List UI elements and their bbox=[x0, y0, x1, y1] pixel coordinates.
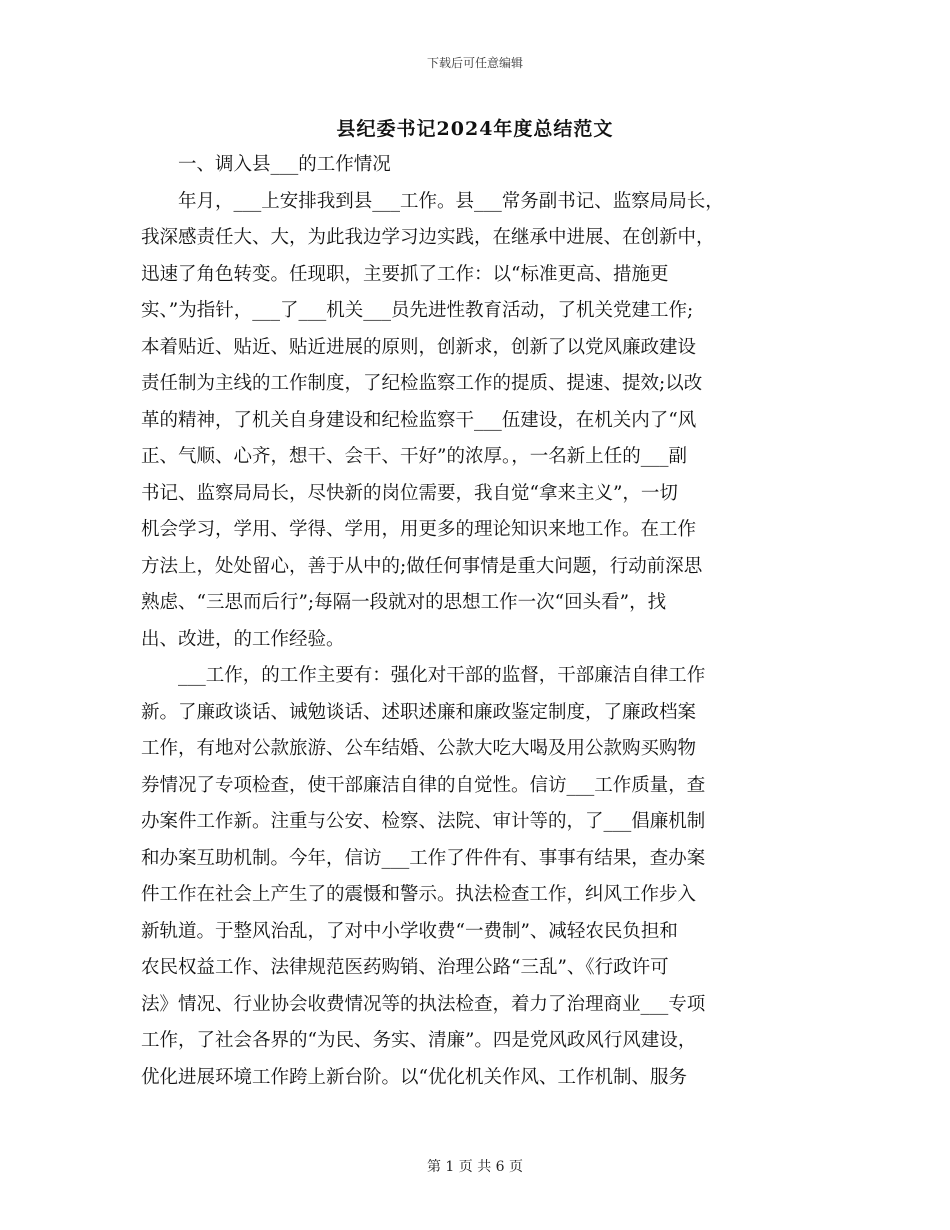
text-line: 件工作在社会上产生了的震慑和警示。执法检查工作，纠风工作步入 bbox=[141, 884, 697, 905]
text-line: 本着贴近、贴近、贴近进展的原则，创新求，创新了以党风廉政建设 bbox=[141, 336, 697, 358]
text-line: 实、”为指针，___了___机关___员先进性教育活动，了机关党建工作; bbox=[141, 300, 694, 321]
text-line: 工作，了社会各界的“为民、务实、清廉”。四是党风政风行风建设， bbox=[141, 1030, 697, 1051]
text-line: 一、调入县___的工作情况 bbox=[141, 154, 391, 175]
document-title: 县纪委书记2024年度总结范文 bbox=[336, 118, 614, 140]
text-line: 责任制为主线的工作制度，了纪检监察工作的提质、提速、提效;以改 bbox=[141, 373, 703, 394]
text-line: 农民权益工作、法律规范医药购销、治理公路“三乱”、《行政许可 bbox=[141, 957, 669, 978]
document-body bbox=[141, 147, 809, 1096]
text-line: 书记、监察局局长，尽快新的岗位需要，我自觉“拿来主义”，一切 bbox=[141, 482, 678, 504]
header-note: 下载后可任意编辑 bbox=[426, 56, 523, 70]
text-line: ___工作，的工作主要有：强化对干部的监督，干部廉洁自律工作 bbox=[141, 665, 706, 686]
text-line: 正、气顺、心齐，想干、会干、干好”的浓厚。，一名新上任的___副 bbox=[141, 446, 687, 467]
text-line: 出、改进，的工作经验。 bbox=[141, 628, 345, 650]
page-number: 第 1 页 共 6 页 bbox=[426, 1159, 524, 1175]
text-line: 机会学习，学用、学得、学用，用更多的理论知识来地工作。在工作 bbox=[141, 519, 697, 540]
text-line: 革的精神，了机关自身建设和纪检监察干___伍建设，在机关内了“风 bbox=[141, 409, 697, 431]
text-line: 方法上，处处留心，善于从中的;做任何事情是重大问题，行动前深思 bbox=[141, 555, 703, 577]
text-line: 新轨道。于整风治乱，了对中小学收费“一费制”、减轻农民负担和 bbox=[141, 920, 678, 942]
text-line: 我深感责任大、大，为此我边学习边实践，在继承中进展、在创新中， bbox=[141, 227, 715, 248]
text-line: 优化进展环境工作跨上新台阶。以“优化机关作风、工作机制、服务 bbox=[141, 1066, 687, 1088]
text-line: 和办案互助机制。今年，信访___工作了件件有、事事有结果，查办案 bbox=[141, 847, 706, 869]
text-line: 券情况了专项检查，使干部廉洁自律的自觉性。信访___工作质量，查 bbox=[141, 774, 706, 796]
text-line: 新。了廉政谈话、诫勉谈话、述职述廉和廉政鉴定制度，了廉政档案 bbox=[141, 701, 697, 723]
text-line: 熟虑、“三思而后行”;每隔一段就对的思想工作一次“回头看”，找 bbox=[141, 592, 667, 613]
text-line: 年月，___上安排我到县___工作。县___常务副书记、监察局局长， bbox=[141, 190, 724, 212]
text-line: 法》情况、行业协会收费情况等的执法检查，着力了治理商业___专项 bbox=[141, 993, 706, 1015]
text-line: 办案件工作新。注重与公安、检察、法院、审计等的，了___倡廉机制 bbox=[141, 811, 706, 832]
text-line: 迅速了角色转变。任现职，主要抓了工作：以“标准更高、措施更 bbox=[141, 263, 669, 285]
text-line: 工作，有地对公款旅游、公车结婚、公款大吃大喝及用公款购买购物 bbox=[141, 738, 697, 759]
